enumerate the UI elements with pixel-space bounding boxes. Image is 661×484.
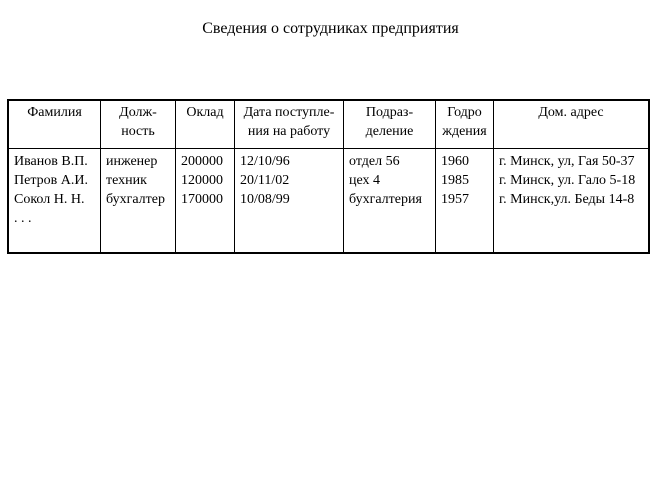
cell-hire-dates <box>235 149 344 253</box>
header-hire-date <box>235 101 344 149</box>
cell-addresses <box>494 149 649 253</box>
cell-value: техник <box>106 173 147 188</box>
header-birth-year <box>436 101 494 149</box>
header-row <box>9 101 649 149</box>
document-title: Сведения о сотрудниках предприятия <box>202 20 459 37</box>
header-line: ждения <box>442 124 487 139</box>
header-line: Подраз- <box>365 105 414 120</box>
cell-value: Иванов В.П. <box>14 154 88 169</box>
cell-value: бухгалтер <box>106 192 165 207</box>
header-salary <box>176 101 235 149</box>
cell-value: г. Минск, ул, Гая 50-37 <box>499 154 635 169</box>
cell-value: г. Минск,ул. Беды 14-8 <box>499 192 635 207</box>
cell-positions <box>101 149 176 253</box>
employees-table <box>7 99 650 254</box>
cell-value: г. Минск, ул. Гало 5-18 <box>499 173 636 188</box>
header-position <box>101 101 176 149</box>
cell-value: 1960 <box>441 154 469 169</box>
cell-value: 20/11/02 <box>240 173 290 188</box>
header-line: Дата поступле- <box>243 105 335 120</box>
header-line: ния на работу <box>247 124 331 139</box>
cell-value: Сокол Н. Н. <box>14 192 85 207</box>
cell-value: 12/10/96 <box>240 154 290 169</box>
header-line: Оклад <box>186 105 224 120</box>
cell-departments <box>344 149 436 253</box>
cell-value: 200000 <box>181 154 223 169</box>
cell-surnames <box>9 149 101 253</box>
cell-value: 120000 <box>181 173 223 188</box>
header-line: ность <box>121 124 155 139</box>
table-row <box>9 149 649 253</box>
cell-value: 10/08/99 <box>240 192 290 207</box>
header-line: Дом. адрес <box>538 105 604 120</box>
cell-value: инженер <box>106 154 158 169</box>
cell-value: 1957 <box>441 192 469 207</box>
header-surname <box>9 101 101 149</box>
cell-value: Петров А.И. <box>14 173 88 188</box>
cell-value: отдел 56 <box>349 154 400 169</box>
cell-salaries <box>176 149 235 253</box>
cell-value: цех 4 <box>349 173 381 188</box>
cell-value: . . . <box>14 211 32 226</box>
header-line: Фамилия <box>27 105 82 120</box>
header-line: Годро <box>447 105 482 120</box>
header-home-address <box>494 101 649 149</box>
cell-value: 170000 <box>181 192 223 207</box>
cell-value: бухгалтерия <box>349 192 422 207</box>
cell-birth-years <box>436 149 494 253</box>
header-department <box>344 101 436 149</box>
cell-value: 1985 <box>441 173 469 188</box>
header-line: Долж- <box>119 105 157 120</box>
header-line: деление <box>365 124 414 139</box>
